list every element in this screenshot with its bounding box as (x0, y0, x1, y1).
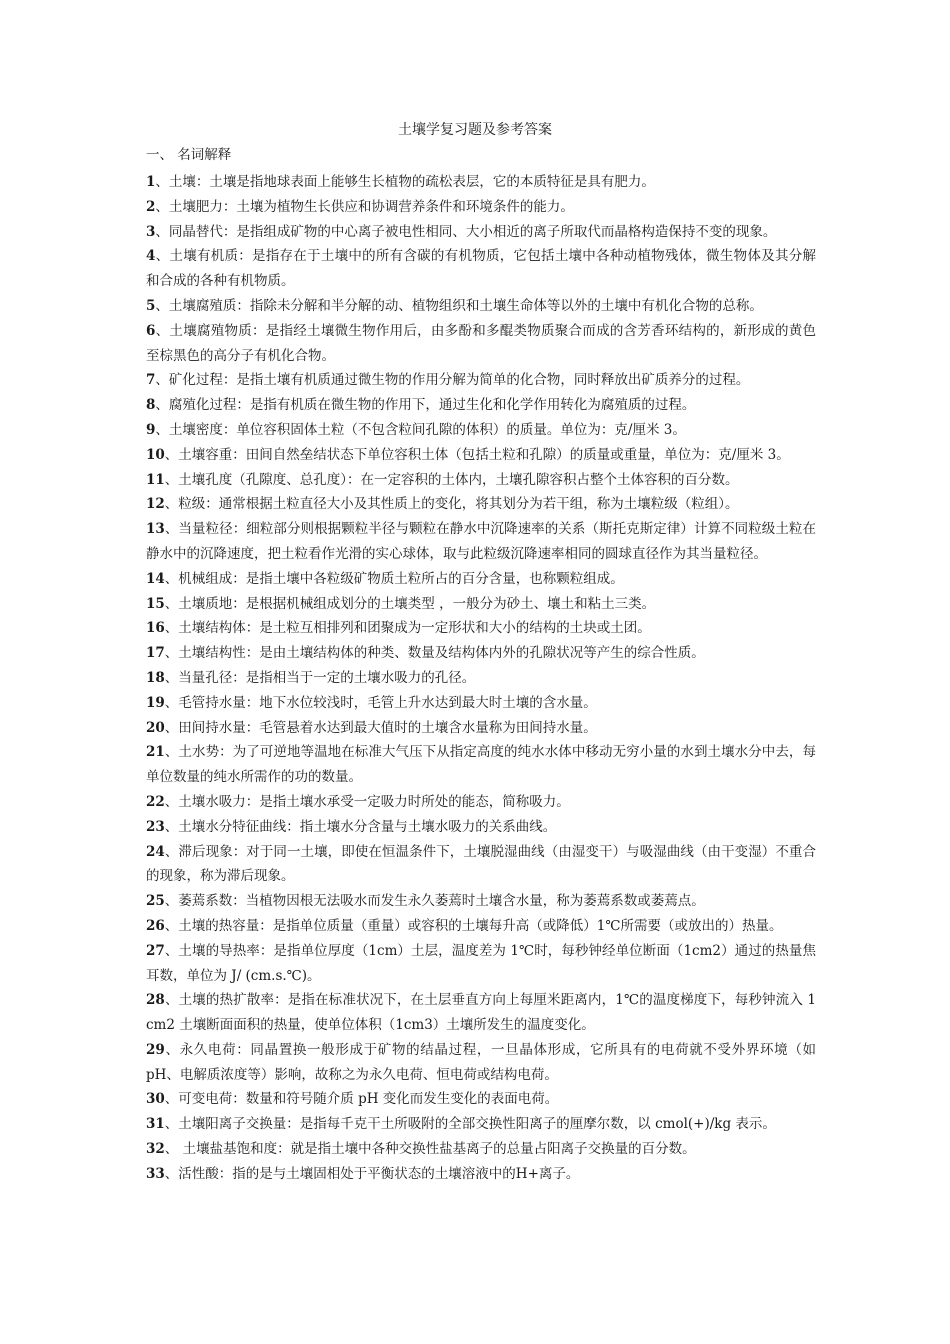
term-definition (146, 1038, 816, 1088)
term-number: 27 (146, 942, 165, 959)
term-definition (146, 815, 816, 840)
term-definition (146, 988, 816, 1038)
term-text: 、萎蔫系数：当植物因根无法吸水而发生永久萎蔫时土壤含水量，称为萎蔫系数或萎蔫点。 (164, 893, 705, 910)
term-definition (146, 592, 816, 617)
term-number: 26 (146, 917, 165, 934)
term-number: 23 (146, 818, 165, 835)
term-number: 13 (146, 521, 165, 538)
term-text: 、毛管持水量：地下水位较浅时，毛管上升水达到最大时土壤的含水量。 (164, 694, 597, 711)
term-text: 、粒级：通常根据土粒直径大小及其性质上的变化，将其划分为若干组，称为土壤粒级（粒组）。 (164, 496, 739, 513)
term-number: 8 (146, 397, 156, 414)
term-definition (146, 691, 816, 716)
term-text: 、土壤容重：田间自然垒结状态下单位容积土体（包括土粒和孔隙）的质量或重量，单位为：克/厘米 3。 (164, 446, 790, 463)
term-definition (146, 294, 816, 319)
term-text: 、活性酸：指的是与土壤固相处于平衡状态的土壤溶液中的H+离子。 (164, 1165, 580, 1182)
term-number: 6 (146, 322, 156, 339)
term-definition (146, 393, 816, 418)
term-text: 、当量孔径：是指相当于一定的土壤水吸力的孔径。 (164, 669, 476, 686)
term-number: 30 (146, 1091, 165, 1108)
term-definition (146, 1112, 816, 1137)
document-title: 土壤学复习题及参考答案 (398, 122, 552, 138)
term-number: 32 (146, 1141, 165, 1158)
term-number: 29 (146, 1041, 165, 1058)
term-definition (146, 939, 816, 989)
term-definition (146, 914, 816, 939)
term-text: 、土壤的热容量：是指单位质量（重量）或容积的土壤每升高（或降低）1℃所需要（或放出的）热量。 (164, 917, 783, 934)
term-number: 3 (146, 223, 156, 240)
term-definition (146, 567, 816, 592)
term-definition (146, 716, 816, 741)
term-text: 、土壤的热扩散率：是指在标准状况下，在土层垂直方向上每厘米距离内，1℃的温度梯度下，每秒钟流入 1 cm2 土壤断面面积的热量，使单位体积（1cm3）土壤所发生的温度变化。 (146, 992, 816, 1034)
term-definition (146, 319, 816, 369)
term-text: 、土壤腐殖物质：是指经土壤微生物作用后，由多酚和多醌类物质聚合而成的含芳香环结构的，新形成的黄色至棕黑色的高分子有机化合物。 (146, 322, 816, 364)
term-number: 31 (146, 1116, 165, 1133)
term-number: 18 (146, 669, 165, 686)
term-number: 19 (146, 694, 165, 711)
term-number: 15 (146, 595, 165, 612)
term-definition (146, 840, 816, 890)
term-text: 、土壤结构性：是由土壤结构体的种类、数量及结构体内外的孔隙状况等产生的综合性质。 (164, 645, 705, 662)
term-number: 33 (146, 1165, 165, 1182)
term-number: 2 (146, 198, 156, 215)
term-definition (146, 889, 816, 914)
term-text: 、土壤腐殖质：指除未分解和半分解的动、植物组织和土壤生命体等以外的土壤中有机化合物的总称。 (155, 297, 763, 314)
term-text: 、土壤有机质：是指存在于土壤中的所有含碳的有机物质，它包括土壤中各种动植物残体，微生物体及其分解和合成的各种有机物质。 (146, 248, 816, 290)
term-definition (146, 1162, 816, 1187)
term-number: 16 (146, 620, 165, 637)
term-definition (146, 368, 816, 393)
term-number: 25 (146, 893, 165, 910)
term-definition (146, 517, 816, 567)
term-number: 4 (146, 248, 156, 265)
term-number: 12 (146, 496, 165, 513)
term-number: 7 (146, 372, 156, 389)
term-number: 5 (146, 297, 156, 314)
term-text: 、土壤质地：是根据机械组成划分的土壤类型 ，一般分为砂土、壤土和粘土三类。 (164, 595, 656, 612)
term-definition (146, 220, 816, 245)
term-number: 1 (146, 174, 156, 190)
term-definition (146, 170, 816, 195)
term-text: 、土壤水分特征曲线：指土壤水分含量与土壤水吸力的关系曲线。 (164, 818, 557, 835)
term-text: 、机械组成：是指土壤中各粒级矿物质土粒所占的百分含量，也称颗粒组成。 (164, 570, 624, 587)
term-text: 、当量粒径：细粒部分则根据颗粒半径与颗粒在静水中沉降速率的关系（斯托克斯定律）计算不同粒级土粒在静水中的沉降速度，把土粒看作光滑的实心球体，取与此粒级沉降速率相同的圆球直径作为其当量粒径。 (146, 521, 816, 562)
term-number: 14 (146, 570, 165, 587)
term-text: 、土水势：为了可逆地等温地在标准大气压下从指定高度的纯水水体中移动无穷小量的水到土壤水分中去，每单位数量的纯水所需作的功的数量。 (146, 744, 816, 786)
term-definition (146, 666, 816, 691)
term-definition (146, 492, 816, 517)
term-list (146, 170, 816, 1187)
term-number: 10 (146, 446, 165, 463)
term-definition (146, 1137, 816, 1162)
term-number: 24 (146, 843, 165, 860)
term-number: 20 (146, 719, 165, 736)
term-text: 、土壤孔度（孔隙度、总孔度）：在一定容积的土体内，土壤孔隙容积占整个土体容积的百分数。 (164, 471, 739, 488)
term-definition (146, 1087, 816, 1112)
term-text: 、土壤水吸力：是指土壤水承受一定吸力时所处的能态，简称吸力。 (164, 793, 570, 810)
term-definition (146, 616, 816, 641)
term-definition (146, 195, 816, 220)
term-text: 、土壤的导热率：是指单位厚度（1cm）土层，温度差为 1℃时，每秒钟经单位断面（1cm2）通过的热量焦耳数，单位为 J/ (cm.s.℃)。 (146, 942, 816, 984)
term-text: 、 土壤盐基饱和度：就是指土壤中各种交换性盐基离子的总量占阳离子交换量的百分数。 (164, 1141, 696, 1158)
term-text: 、永久电荷：同晶置换一般形成于矿物的结晶过程，一旦晶体形成，它所具有的电荷就不受外界环境（如pH、电解质浓度等）影响，故称之为永久电荷、恒电荷或结构电荷。 (146, 1041, 816, 1083)
term-definition (146, 641, 816, 666)
term-definition (146, 468, 816, 493)
term-text: 、矿化过程：是指土壤有机质通过微生物的作用分解为简单的化合物，同时释放出矿质养分的过程。 (155, 372, 750, 389)
term-number: 9 (146, 421, 156, 438)
term-definition (146, 418, 816, 443)
term-number: 22 (146, 793, 165, 810)
term-text: 、土壤阳离子交换量：是指每千克干土所吸附的全部交换性阳离子的厘摩尔数，以 cmol(+)/kg 表示。 (164, 1116, 776, 1133)
term-text: 、可变电荷：数量和符号随介质 pH 变化而发生变化的表面电荷。 (164, 1091, 559, 1108)
term-definition (146, 244, 816, 294)
section-heading: 一、 名词解释 (146, 147, 232, 163)
term-text: 、土壤肥力：土壤为植物生长供应和协调营养条件和环境条件的能力。 (155, 198, 574, 215)
term-text: 、滞后现象：对于同一土壤，即使在恒温条件下，土壤脱湿曲线（由湿变干）与吸湿曲线（由干变湿）不重合的现象，称为滞后现象。 (146, 843, 816, 885)
term-text: 、田间持水量：毛管悬着水达到最大值时的土壤含水量称为田间持水量。 (164, 719, 597, 736)
term-definition (146, 740, 816, 790)
term-text: 、土壤密度：单位容积固体土粒（不包含粒间孔隙的体积）的质量。单位为：克/厘米 3。 (155, 421, 686, 438)
term-definition (146, 790, 816, 815)
term-number: 17 (146, 645, 165, 662)
term-text: 、腐殖化过程：是指有机质在微生物的作用下，通过生化和化学作用转化为腐殖质的过程。 (155, 397, 696, 414)
term-text: 、土壤结构体：是土粒互相排列和团聚成为一定形状和大小的结构的土块或土团。 (164, 620, 651, 637)
term-number: 28 (146, 992, 165, 1009)
term-text: 、土壤：土壤是指地球表面上能够生长植物的疏松表层，它的本质特征是具有肥力。 (155, 174, 655, 190)
term-text: 、同晶替代：是指组成矿物的中心离子被电性相同、大小相近的离子所取代而晶格构造保持不变的现象。 (155, 223, 777, 240)
term-definition (146, 443, 816, 468)
term-number: 11 (146, 471, 165, 488)
term-number: 21 (146, 744, 165, 761)
